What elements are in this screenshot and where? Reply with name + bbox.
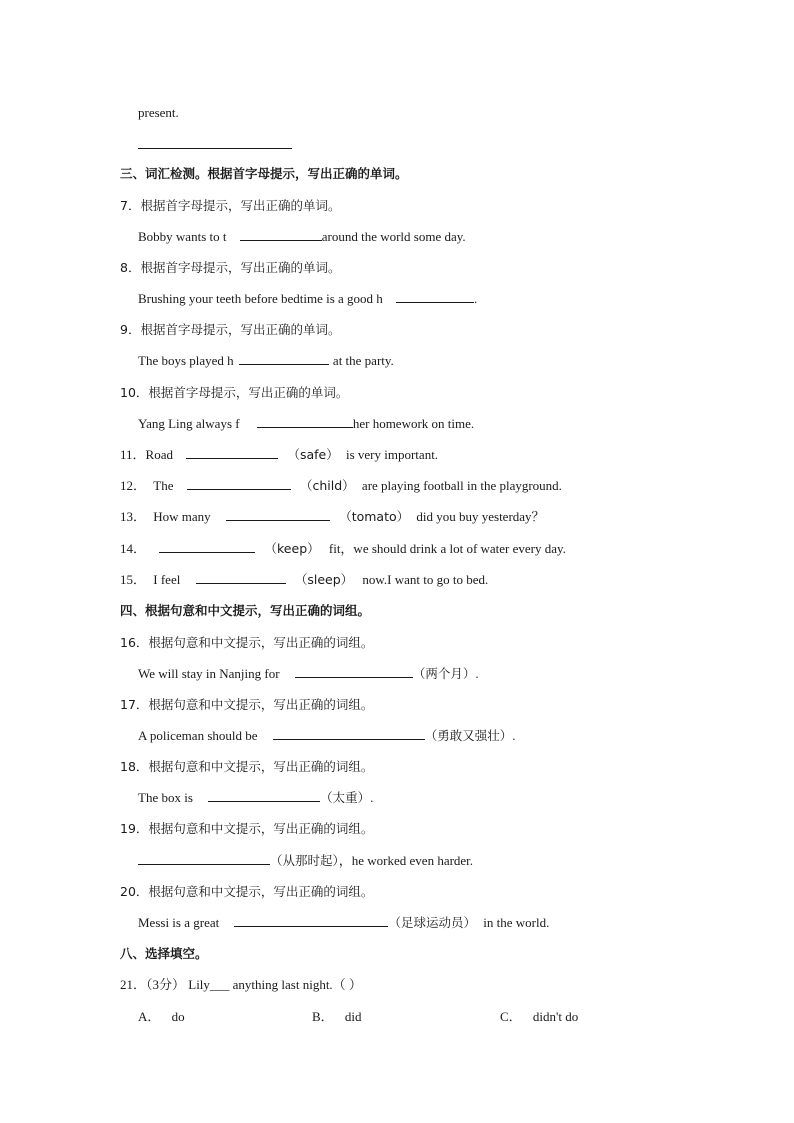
sentence-text: Messi is a great <box>138 915 220 930</box>
sentence-text: is very important. <box>345 447 439 462</box>
sentence-text: The box is <box>138 790 193 805</box>
question-stem: 21．（3分） Lily___ anything last night.（ ） <box>120 977 362 992</box>
question-label: 7．根据首字母提示，写出正确的单词。 <box>120 198 341 213</box>
hint-text: （足球运动员） <box>388 915 476 930</box>
question-sentence <box>138 228 466 246</box>
option-text: did <box>344 1009 362 1024</box>
question-sentence <box>138 415 474 433</box>
answer-blank[interactable] <box>159 540 255 553</box>
question-number: 13． <box>120 509 147 524</box>
answer-blank[interactable] <box>138 852 270 865</box>
hint-text: （太重） <box>320 790 371 805</box>
sentence-text: Yang Ling always f <box>138 416 240 431</box>
hint-text: （两个月） <box>412 666 476 681</box>
answer-blank[interactable] <box>396 290 474 303</box>
sentence-text: at the party. <box>332 353 394 368</box>
answer-blank[interactable] <box>257 415 353 428</box>
answer-blank[interactable] <box>226 508 330 521</box>
hint-text: （sleep） <box>294 572 354 587</box>
question-sentence <box>120 446 438 464</box>
sentence-text: . <box>474 291 478 306</box>
section-heading: 八、选择填空。 <box>120 946 208 961</box>
question-label: 20．根据句意和中文提示，写出正确的词组。 <box>120 884 374 899</box>
question-number: 14． <box>120 541 147 556</box>
question-sentence <box>138 789 373 807</box>
question-sentence <box>120 571 488 589</box>
question-sentence <box>138 290 477 308</box>
sentence-text: Brushing your teeth before bedtime is a good h <box>138 291 383 306</box>
hint-text: （safe） <box>287 447 339 462</box>
question-label: 16．根据句意和中文提示，写出正确的词组。 <box>120 635 374 650</box>
question-label: 17．根据句意和中文提示，写出正确的词组。 <box>120 697 374 712</box>
sentence-text: How many <box>153 509 211 524</box>
hint-text: （keep） <box>264 541 320 556</box>
answer-blank[interactable] <box>186 446 278 459</box>
question-sentence <box>120 477 562 495</box>
answer-blank[interactable] <box>295 665 413 678</box>
option-letter: A． <box>138 1009 161 1024</box>
option-c[interactable] <box>500 1008 578 1026</box>
top-fragment: present. <box>138 105 179 120</box>
sentence-text: ，he worked even harder. <box>338 853 474 868</box>
sentence-text: . <box>475 666 479 681</box>
question-number: 12． <box>120 478 147 493</box>
question-sentence <box>138 352 394 370</box>
sentence-text: her homework on time. <box>352 416 475 431</box>
sentence-text: I feel <box>153 572 181 587</box>
sentence-text: We will stay in Nanjing for <box>138 666 280 681</box>
answer-blank[interactable] <box>239 352 329 365</box>
question-label: 10．根据首字母提示，写出正确的单词。 <box>120 385 349 400</box>
answer-blank[interactable] <box>187 477 291 490</box>
sentence-text: did you buy yesterday？ <box>416 509 545 524</box>
sentence-text: fit，we should drink a lot of water every day. <box>328 541 566 556</box>
sentence-text: around the world some day. <box>321 229 466 244</box>
question-sentence <box>120 540 566 558</box>
option-letter: B． <box>312 1009 334 1024</box>
question-sentence <box>138 852 473 870</box>
section-heading: 四、根据句意和中文提示，写出正确的词组。 <box>120 603 371 618</box>
answer-blank[interactable] <box>273 727 425 740</box>
answer-blank[interactable] <box>240 228 322 241</box>
answer-blank[interactable] <box>138 148 292 149</box>
question-number: 11．Road <box>120 447 173 462</box>
question-sentence <box>138 727 516 745</box>
section-heading: 三、词汇检测。根据首字母提示，写出正确的单词。 <box>120 166 408 181</box>
sentence-text: The boys played h <box>138 353 234 368</box>
option-a[interactable] <box>138 1008 185 1026</box>
answer-blank[interactable] <box>196 571 286 584</box>
question-label: 18．根据句意和中文提示，写出正确的词组。 <box>120 759 374 774</box>
sentence-text: The <box>153 478 174 493</box>
hint-text: （child） <box>299 478 355 493</box>
option-text: do <box>171 1009 185 1024</box>
sentence-text: . <box>512 728 516 743</box>
answer-blank[interactable] <box>234 914 388 927</box>
sentence-text: . <box>370 790 374 805</box>
question-label: 19．根据句意和中文提示，写出正确的词组。 <box>120 821 374 836</box>
question-sentence <box>138 665 479 683</box>
sentence-text: are playing football in the playground. <box>361 478 562 493</box>
question-label: 9．根据首字母提示，写出正确的单词。 <box>120 322 341 337</box>
hint-text: （从那时起） <box>270 853 339 868</box>
question-sentence <box>138 914 549 932</box>
question-sentence <box>120 508 545 526</box>
hint-text: （勇敢又强壮） <box>424 728 513 743</box>
sentence-text: A policeman should be <box>138 728 258 743</box>
sentence-text: now.I want to go to bed. <box>362 572 489 587</box>
question-label: 8．根据首字母提示，写出正确的单词。 <box>120 260 341 275</box>
sentence-text: in the world. <box>483 915 550 930</box>
option-letter: C． <box>500 1009 522 1024</box>
option-b[interactable] <box>312 1008 362 1026</box>
hint-text: （tomato） <box>339 509 410 524</box>
sentence-text: Bobby wants to t <box>138 229 227 244</box>
question-number: 15． <box>120 572 147 587</box>
answer-blank[interactable] <box>208 789 320 802</box>
option-text: didn't do <box>532 1009 579 1024</box>
